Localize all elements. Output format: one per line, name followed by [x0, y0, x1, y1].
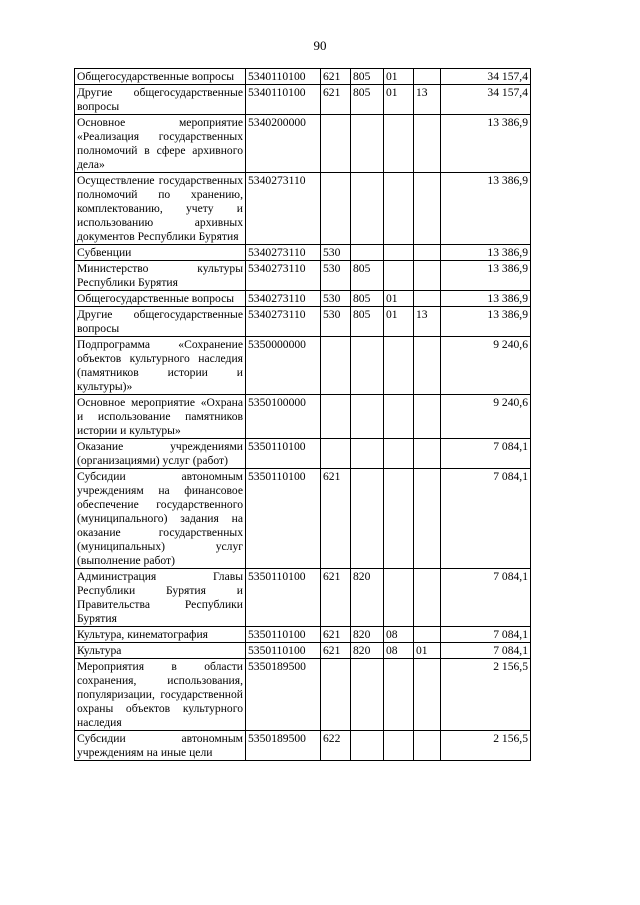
cell-target-code: 5340273110 [246, 173, 321, 245]
cell-expense-type [321, 659, 351, 731]
cell-subsection [414, 395, 441, 439]
cell-name: Субсидии автономным учреждениям на иные цели [75, 731, 246, 761]
cell-target-code: 5340273110 [246, 307, 321, 337]
table-row [75, 569, 531, 627]
table-row [75, 395, 531, 439]
cell-amount: 7 084,1 [441, 439, 531, 469]
cell-amount: 2 156,5 [441, 731, 531, 761]
cell-subsection [414, 69, 441, 85]
cell-amount: 13 386,9 [441, 245, 531, 261]
cell-name: Администрация Главы Республики Бурятия и Правительства Республики Бурятия [75, 569, 246, 627]
cell-subsection [414, 261, 441, 291]
cell-administrator [351, 469, 384, 569]
cell-administrator: 805 [351, 291, 384, 307]
cell-section [384, 659, 414, 731]
cell-administrator: 805 [351, 307, 384, 337]
cell-target-code: 5350189500 [246, 659, 321, 731]
cell-amount: 34 157,4 [441, 69, 531, 85]
cell-name: Культура [75, 643, 246, 659]
table-row [75, 115, 531, 173]
cell-name: Основное мероприятие «Охрана и использование памятников истории и культуры» [75, 395, 246, 439]
cell-expense-type: 530 [321, 245, 351, 261]
cell-expense-type: 621 [321, 643, 351, 659]
cell-administrator [351, 659, 384, 731]
cell-amount: 13 386,9 [441, 173, 531, 245]
cell-amount: 9 240,6 [441, 395, 531, 439]
cell-expense-type [321, 115, 351, 173]
cell-subsection [414, 569, 441, 627]
cell-subsection [414, 439, 441, 469]
cell-section [384, 115, 414, 173]
cell-amount: 13 386,9 [441, 291, 531, 307]
cell-target-code: 5340273110 [246, 261, 321, 291]
cell-section [384, 261, 414, 291]
cell-subsection: 13 [414, 85, 441, 115]
cell-expense-type [321, 439, 351, 469]
cell-name: Осуществление государственных полномочий по хранению, комплектованию, учету и использованию архивных документов Республики Бурятия [75, 173, 246, 245]
cell-section [384, 439, 414, 469]
cell-section: 01 [384, 291, 414, 307]
cell-amount: 7 084,1 [441, 627, 531, 643]
cell-administrator: 820 [351, 627, 384, 643]
cell-name: Другие общегосударственные вопросы [75, 85, 246, 115]
budget-table-body [75, 69, 531, 761]
cell-expense-type [321, 337, 351, 395]
table-row [75, 85, 531, 115]
cell-section: 01 [384, 69, 414, 85]
cell-target-code: 5350189500 [246, 731, 321, 761]
table-row [75, 469, 531, 569]
cell-name: Субвенции [75, 245, 246, 261]
cell-section: 01 [384, 307, 414, 337]
cell-amount: 7 084,1 [441, 569, 531, 627]
cell-name: Культура, кинематография [75, 627, 246, 643]
table-row [75, 307, 531, 337]
cell-section [384, 395, 414, 439]
table-row [75, 173, 531, 245]
cell-target-code: 5350110100 [246, 643, 321, 659]
table-row [75, 261, 531, 291]
cell-name: Другие общегосударственные вопросы [75, 307, 246, 337]
table-row [75, 439, 531, 469]
cell-name: Субсидии автономным учреждениям на финансовое обеспечение государственного (муниципального) задания на оказание государственных (муниципальных) услуг (выполнение работ) [75, 469, 246, 569]
cell-amount: 13 386,9 [441, 307, 531, 337]
cell-section [384, 245, 414, 261]
cell-section: 08 [384, 643, 414, 659]
cell-target-code: 5340273110 [246, 245, 321, 261]
cell-administrator [351, 115, 384, 173]
cell-subsection [414, 245, 441, 261]
cell-section [384, 731, 414, 761]
cell-subsection [414, 469, 441, 569]
cell-subsection [414, 731, 441, 761]
table-row [75, 627, 531, 643]
cell-name: Министерство культуры Республики Бурятия [75, 261, 246, 291]
cell-section: 01 [384, 85, 414, 115]
cell-amount: 13 386,9 [441, 261, 531, 291]
cell-administrator: 805 [351, 85, 384, 115]
cell-section [384, 469, 414, 569]
cell-section [384, 173, 414, 245]
cell-administrator: 805 [351, 261, 384, 291]
cell-administrator: 820 [351, 643, 384, 659]
cell-administrator [351, 439, 384, 469]
cell-expense-type: 621 [321, 69, 351, 85]
cell-section [384, 569, 414, 627]
cell-administrator [351, 173, 384, 245]
cell-administrator: 820 [351, 569, 384, 627]
cell-expense-type: 530 [321, 291, 351, 307]
cell-expense-type: 530 [321, 307, 351, 337]
cell-target-code: 5350110100 [246, 627, 321, 643]
cell-expense-type [321, 395, 351, 439]
cell-target-code: 5340273110 [246, 291, 321, 307]
cell-amount: 34 157,4 [441, 85, 531, 115]
cell-amount: 9 240,6 [441, 337, 531, 395]
cell-subsection [414, 115, 441, 173]
cell-subsection [414, 659, 441, 731]
cell-subsection: 13 [414, 307, 441, 337]
table-row [75, 659, 531, 731]
cell-expense-type: 621 [321, 85, 351, 115]
cell-section [384, 337, 414, 395]
table-row [75, 643, 531, 659]
cell-administrator: 805 [351, 69, 384, 85]
table-row [75, 291, 531, 307]
cell-administrator [351, 395, 384, 439]
cell-expense-type: 621 [321, 627, 351, 643]
cell-subsection [414, 337, 441, 395]
cell-subsection [414, 173, 441, 245]
cell-amount: 13 386,9 [441, 115, 531, 173]
cell-target-code: 5340110100 [246, 69, 321, 85]
table-row [75, 731, 531, 761]
page-number: 90 [313, 38, 327, 53]
table-row [75, 245, 531, 261]
table-row [75, 337, 531, 395]
cell-section: 08 [384, 627, 414, 643]
cell-expense-type: 530 [321, 261, 351, 291]
cell-administrator [351, 337, 384, 395]
cell-target-code: 5350000000 [246, 337, 321, 395]
cell-name: Оказание учреждениями (организациями) услуг (работ) [75, 439, 246, 469]
cell-subsection: 01 [414, 643, 441, 659]
cell-subsection [414, 291, 441, 307]
cell-expense-type: 621 [321, 469, 351, 569]
cell-name: Основное мероприятие «Реализация государственных полномочий в сфере архивного дела» [75, 115, 246, 173]
cell-name: Общегосударственные вопросы [75, 69, 246, 85]
cell-amount: 7 084,1 [441, 643, 531, 659]
budget-table [74, 68, 531, 761]
cell-target-code: 5350100000 [246, 395, 321, 439]
cell-target-code: 5340110100 [246, 85, 321, 115]
cell-expense-type [321, 173, 351, 245]
cell-name: Мероприятия в области сохранения, использования, популяризации, государственной охраны объектов культурного наследия [75, 659, 246, 731]
cell-target-code: 5350110100 [246, 469, 321, 569]
cell-amount: 7 084,1 [441, 469, 531, 569]
table-row [75, 69, 531, 85]
cell-target-code: 5350110100 [246, 569, 321, 627]
cell-name: Подпрограмма «Сохранение объектов культурного наследия (памятников истории и культуры)» [75, 337, 246, 395]
cell-amount: 2 156,5 [441, 659, 531, 731]
cell-administrator [351, 731, 384, 761]
cell-expense-type: 621 [321, 569, 351, 627]
cell-target-code: 5340200000 [246, 115, 321, 173]
cell-subsection [414, 627, 441, 643]
cell-expense-type: 622 [321, 731, 351, 761]
cell-administrator [351, 245, 384, 261]
cell-target-code: 5350110100 [246, 439, 321, 469]
cell-name: Общегосударственные вопросы [75, 291, 246, 307]
